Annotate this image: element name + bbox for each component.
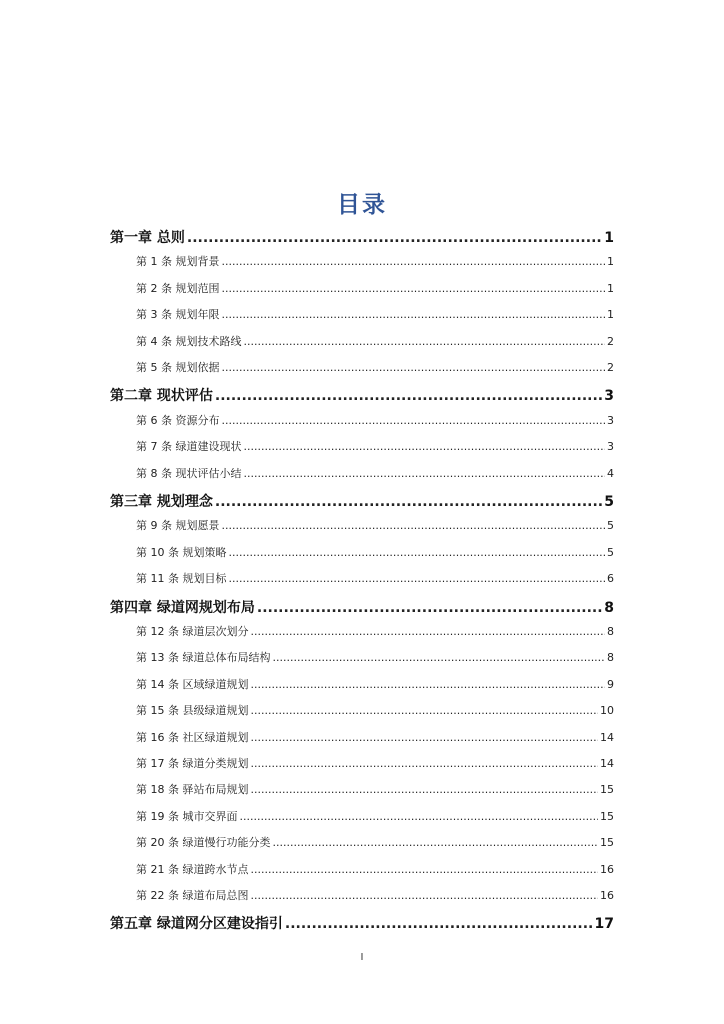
toc-chapter-entry[interactable] <box>110 491 614 511</box>
toc-entry-page-number: 2 <box>607 334 614 348</box>
toc-leader-dots <box>229 572 606 585</box>
toc-leader-dots <box>244 335 606 348</box>
toc-entry-page-number: 15 <box>600 809 614 823</box>
toc-entry-label: 第二章 现状评估 <box>110 388 213 405</box>
toc-entry-page-number: 10 <box>600 704 614 718</box>
toc-entry-label: 第 16 条 社区绿道规划 <box>136 730 249 744</box>
toc-entry-label: 第 7 条 绿道建设现状 <box>136 440 242 454</box>
toc-article-entry[interactable] <box>136 781 614 797</box>
toc-article-entry[interactable] <box>136 676 614 692</box>
toc-entry-label: 第 12 条 绿道层次划分 <box>136 625 249 638</box>
toc-entry-label: 第 5 条 规划依据 <box>136 361 220 374</box>
toc-article-entry[interactable] <box>136 808 614 824</box>
toc-entry-label: 第三章 规划理念 <box>110 494 213 510</box>
toc-entry-page-number: 8 <box>604 599 614 616</box>
toc-entry-page-number: 17 <box>594 916 614 933</box>
toc-entry-page-number: 1 <box>607 308 614 322</box>
toc-leader-dots <box>251 757 599 770</box>
toc-leader-dots <box>244 467 606 480</box>
toc-entry-page-number: 8 <box>607 625 614 638</box>
toc-article-entry[interactable] <box>136 649 614 665</box>
toc-entry-label: 第 3 条 规划年限 <box>136 308 220 322</box>
toc-entry-label: 第 14 条 区域绿道规划 <box>136 677 249 691</box>
toc-leader-dots <box>229 546 606 559</box>
toc-entry-page-number: 14 <box>600 757 614 770</box>
toc-entry-label: 第 18 条 驿站布局规划 <box>136 783 249 797</box>
toc-chapter-entry[interactable] <box>110 227 614 247</box>
toc-entry-page-number: 4 <box>607 466 614 480</box>
toc-entry-label: 第 8 条 现状评估小结 <box>136 466 242 480</box>
toc-leader-dots <box>251 704 599 717</box>
toc-entry-page-number: 3 <box>607 413 614 427</box>
toc-article-entry[interactable] <box>136 438 614 454</box>
toc-entry-label: 第 6 条 资源分布 <box>136 413 220 427</box>
toc-entry-page-number: 5 <box>607 519 614 533</box>
toc-title: 目录 <box>337 192 387 218</box>
toc-entry-page-number: 9 <box>607 677 614 691</box>
toc-article-entry[interactable] <box>136 834 614 850</box>
toc-article-entry[interactable] <box>136 517 614 533</box>
toc-leader-dots <box>215 494 602 510</box>
toc-entry-page-number: 16 <box>600 862 614 876</box>
toc-leader-dots <box>222 414 606 427</box>
toc-entry-label: 第 9 条 规划愿景 <box>136 519 220 533</box>
toc-leader-dots <box>215 388 602 404</box>
toc-chapter-entry[interactable] <box>110 597 614 617</box>
toc-entry-label: 第 1 条 规划背景 <box>136 255 220 269</box>
toc-entry-page-number: 5 <box>604 494 614 510</box>
toc-article-entry[interactable] <box>136 702 614 718</box>
toc-entry-label: 第 17 条 绿道分类规划 <box>136 757 249 770</box>
toc-entry-page-number: 3 <box>607 440 614 454</box>
toc-article-entry[interactable] <box>136 887 614 903</box>
toc-leader-dots <box>257 600 602 616</box>
toc-leader-dots <box>273 651 606 664</box>
toc-leader-dots <box>285 916 593 932</box>
toc-article-entry[interactable] <box>136 729 614 745</box>
toc-article-entry[interactable] <box>136 861 614 877</box>
toc-entry-page-number: 1 <box>607 255 614 269</box>
toc-leader-dots <box>222 282 606 295</box>
toc-chapter-entry[interactable] <box>110 385 614 405</box>
toc-article-entry[interactable] <box>136 412 614 428</box>
toc-leader-dots <box>251 625 606 638</box>
toc-entry-label: 第 13 条 绿道总体布局结构 <box>136 651 271 665</box>
toc-article-entry[interactable] <box>136 306 614 322</box>
toc-leader-dots <box>251 783 599 796</box>
toc-entry-page-number: 15 <box>600 783 614 797</box>
toc-entry-label: 第 21 条 绿道跨水节点 <box>136 862 249 876</box>
toc-entry-label: 第 2 条 规划范围 <box>136 281 220 295</box>
toc-leader-dots <box>251 889 599 902</box>
toc-article-entry[interactable] <box>136 333 614 349</box>
toc-entry-page-number: 2 <box>607 361 614 374</box>
toc-article-entry[interactable] <box>136 623 614 639</box>
toc-entry-page-number: 15 <box>600 836 614 850</box>
toc-entry-label: 第一章 总则 <box>110 230 185 246</box>
toc-entry-label: 第五章 绿道网分区建设指引 <box>110 916 283 933</box>
toc-leader-dots <box>222 308 606 321</box>
toc-entry-label: 第四章 绿道网规划布局 <box>110 599 255 616</box>
toc-leader-dots <box>187 230 602 246</box>
toc-article-entry[interactable] <box>136 253 614 269</box>
toc-entry-page-number: 16 <box>600 889 614 902</box>
toc-leader-dots <box>251 731 599 744</box>
toc-entry-page-number: 1 <box>604 230 614 246</box>
toc-entry-label: 第 4 条 规划技术路线 <box>136 334 242 348</box>
toc-article-entry[interactable] <box>136 280 614 296</box>
toc-leader-dots <box>222 255 606 268</box>
toc-leader-dots <box>240 810 599 823</box>
toc-leader-dots <box>244 440 606 453</box>
toc-entry-page-number: 3 <box>604 388 614 405</box>
toc-entry-page-number: 5 <box>607 545 614 559</box>
toc-leader-dots <box>251 678 606 691</box>
toc-entry-page-number: 1 <box>607 281 614 295</box>
toc-chapter-entry[interactable] <box>110 913 614 933</box>
toc-leader-dots <box>273 836 599 849</box>
page-footer-number: I <box>360 952 364 963</box>
toc-entry-label: 第 20 条 绿道慢行功能分类 <box>136 836 271 850</box>
toc-entry-page-number: 14 <box>600 730 614 744</box>
toc-article-entry[interactable] <box>136 544 614 560</box>
toc-leader-dots <box>222 361 606 374</box>
toc-article-entry[interactable] <box>136 465 614 481</box>
toc-entry-label: 第 15 条 县级绿道规划 <box>136 704 249 718</box>
toc-leader-dots <box>222 519 606 532</box>
toc-article-entry[interactable] <box>136 359 614 375</box>
toc-entry-label: 第 10 条 规划策略 <box>136 545 227 559</box>
toc-entry-page-number: 8 <box>607 651 614 665</box>
toc-entry-label: 第 22 条 绿道布局总图 <box>136 889 249 902</box>
toc-article-entry[interactable] <box>136 755 614 771</box>
toc-entry-page-number: 6 <box>607 572 614 586</box>
toc-article-entry[interactable] <box>136 570 614 586</box>
toc-leader-dots <box>251 863 599 876</box>
toc-entry-label: 第 19 条 城市交界面 <box>136 809 238 823</box>
toc-entry-label: 第 11 条 规划目标 <box>136 572 227 586</box>
